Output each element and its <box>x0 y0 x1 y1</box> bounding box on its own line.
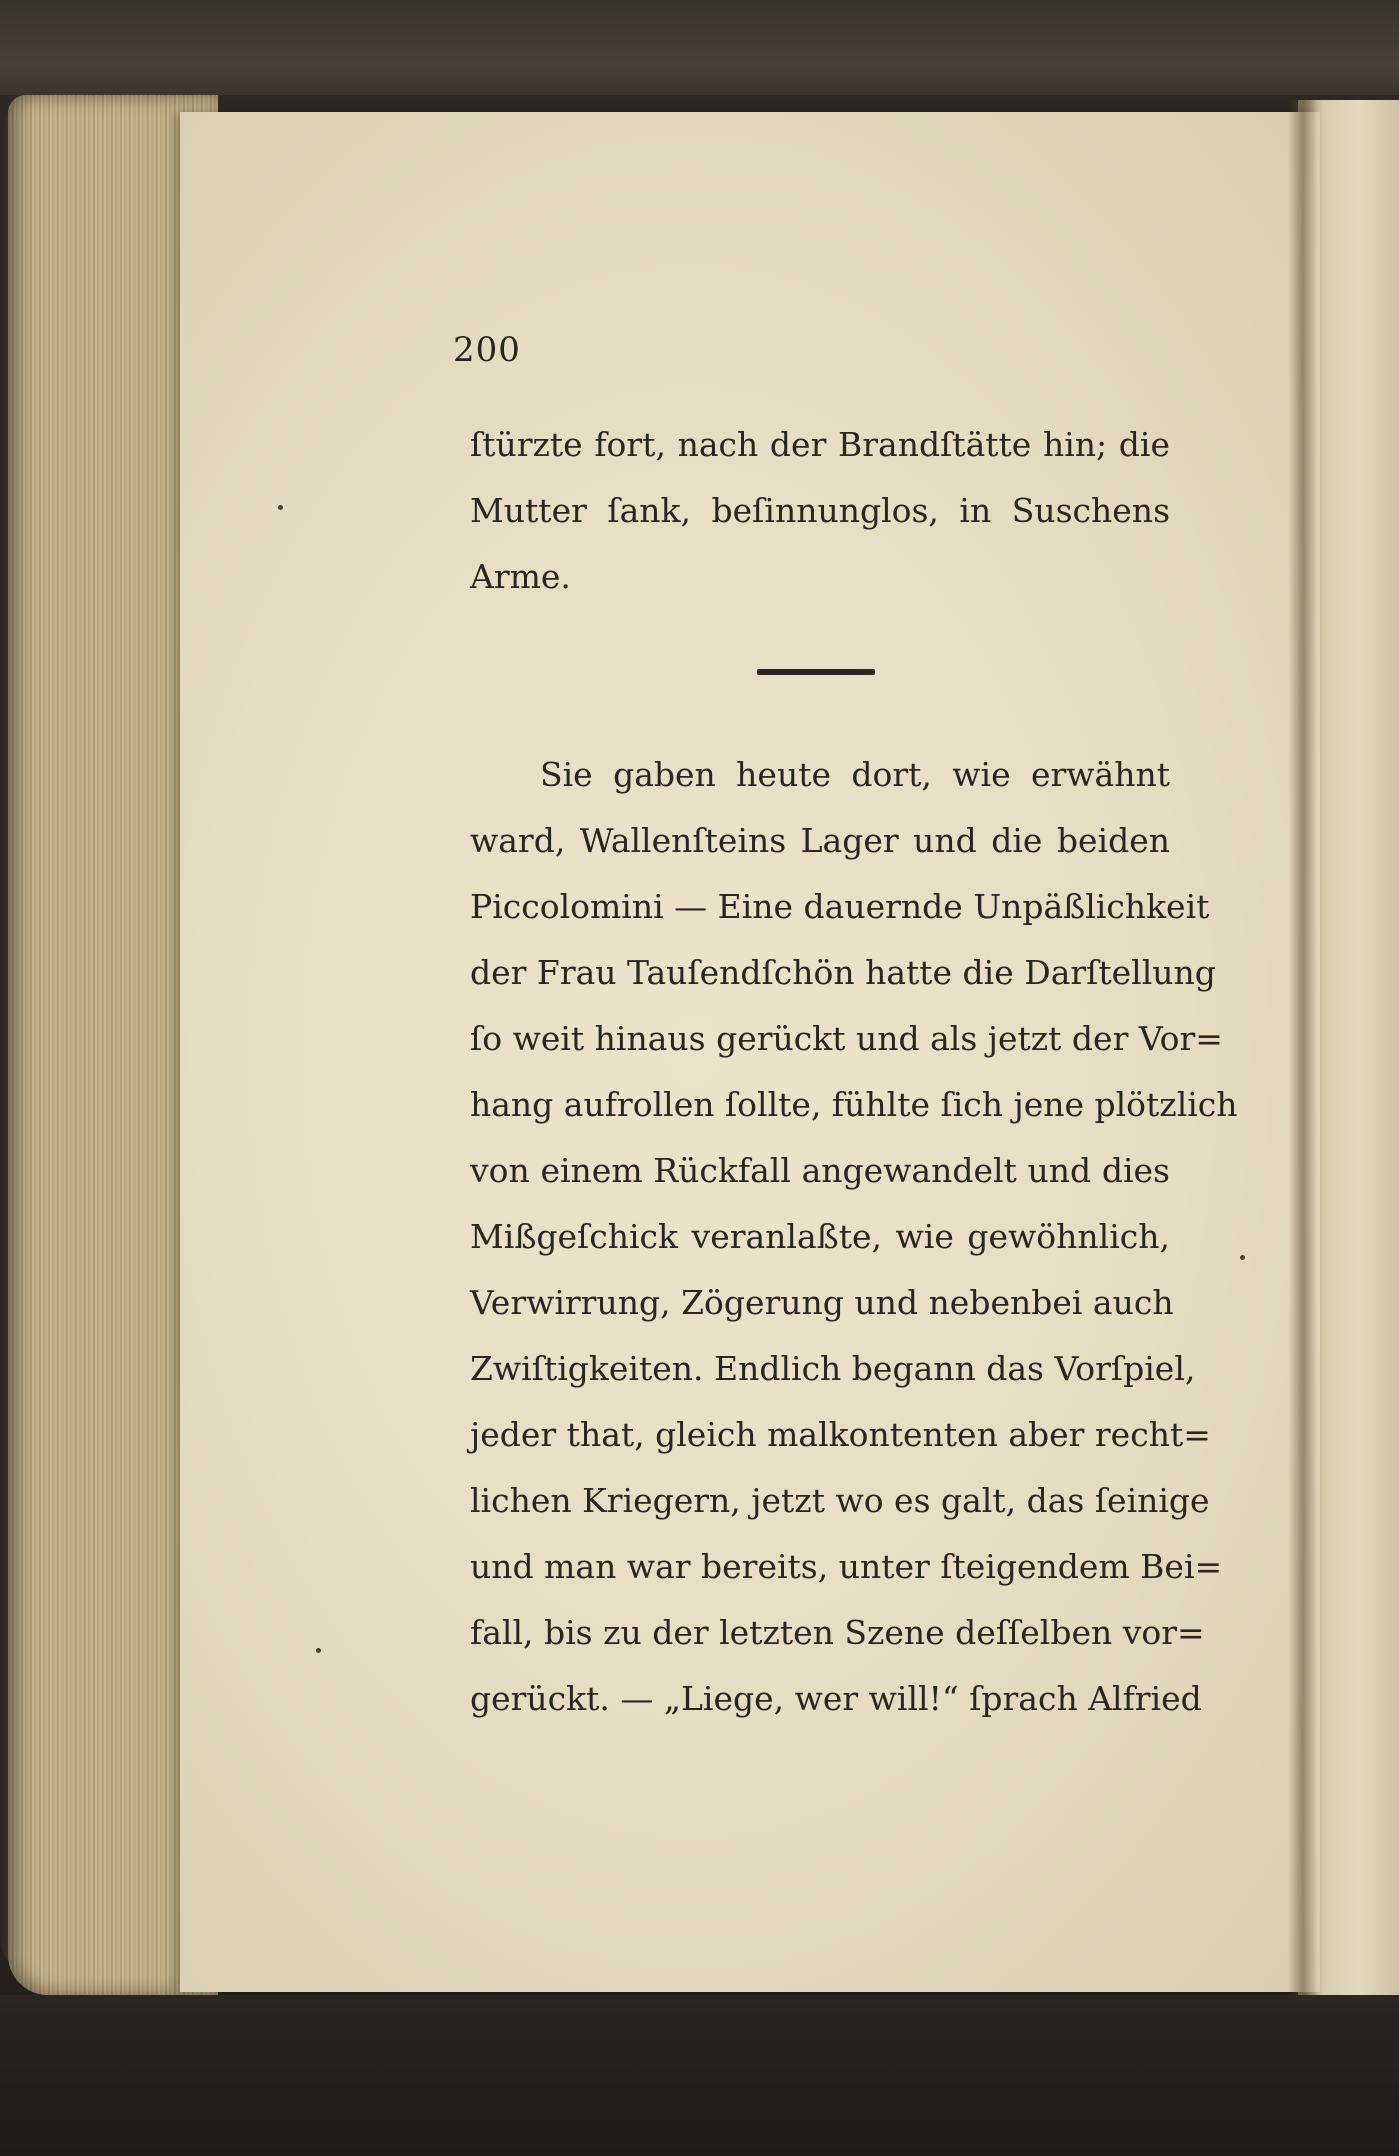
text-line: und man war bereits, unter ſteigendem Bei= <box>470 1547 1223 1586</box>
text-line: Sie gaben heute dort, wie erwähnt <box>540 755 1170 794</box>
text-line: ſo weit hinaus gerückt und als jetzt der Vor= <box>470 1019 1223 1058</box>
text-line: Mutter ſank, beſinnunglos, in Suschens <box>470 491 1170 530</box>
paragraph-new-section <box>470 742 1238 1732</box>
text-line: ſtürzte fort, nach der Brandſtätte hin; die <box>470 425 1170 464</box>
text-line: von einem Rückfall angewandelt und dies <box>470 1151 1170 1190</box>
paper-speck <box>278 505 283 510</box>
paragraph-ending <box>470 412 1170 610</box>
text-line: jeder that, gleich malkontenten aber recht= <box>470 1415 1211 1454</box>
paper-speck <box>316 1648 321 1653</box>
text-line: Zwiſtigkeiten. Endlich begann das Vorſpiel, <box>470 1349 1196 1388</box>
text-line: fall, bis zu der letzten Szene deſſelben vor= <box>470 1613 1205 1652</box>
text-line: Arme. <box>470 557 571 596</box>
text-line: Mißgeſchick veranlaßte, wie gewöhnlich, <box>470 1217 1170 1256</box>
section-divider-rule <box>757 669 875 675</box>
text-line: hang aufrollen ſollte, fühlte ſich jene plötzlich <box>470 1085 1238 1124</box>
page-number: 200 <box>453 330 521 370</box>
page-gutter <box>1288 100 1318 2000</box>
text-line: lichen Kriegern, jetzt wo es galt, das ſeinige <box>470 1481 1210 1520</box>
book-binding-top <box>0 0 1399 95</box>
paper-speck <box>1240 1255 1245 1260</box>
book-binding-bottom <box>0 1995 1399 2156</box>
text-line: Verwirrung, Zögerung und nebenbei auch <box>470 1283 1174 1322</box>
text-line: ward, Wallenſteins Lager und die beiden <box>470 821 1170 860</box>
text-line: der Frau Tauſendſchön hatte die Darſtellung <box>470 953 1216 992</box>
text-line: Piccolomini — Eine dauernde Unpäßlichkeit <box>470 887 1210 926</box>
text-line: gerückt. — „Liege, wer will!“ ſprach Alfried <box>470 1679 1202 1718</box>
